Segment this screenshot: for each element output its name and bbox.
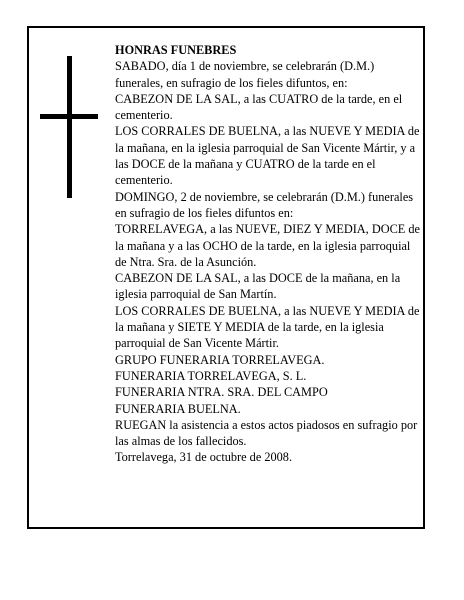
cross-vertical-bar: [67, 56, 72, 198]
funeral-home-buelna: FUNERARIA BUELNA.: [115, 401, 241, 416]
paragraph-sunday-intro: DOMINGO, 2 de noviembre, se celebrarán (D.M.) funerales en sufragio de los fieles difuntos en:: [115, 189, 414, 220]
cross-horizontal-bar: [40, 114, 98, 119]
latin-cross-icon: [40, 56, 98, 198]
paragraph-corrales-sunday: LOS CORRALES DE BUELNA, a las NUEVE Y MEDIA de la mañana y SIETE Y MEDIA de la tarde, en la iglesia parroquial de San Vicente Mártir.: [115, 303, 420, 351]
funeral-home-torrelavega: FUNERARIA TORRELAVEGA, S. L.: [115, 368, 307, 383]
paragraph-cabezon-saturday: CABEZON DE LA SAL, a las CUATRO de la tarde, en el cementerio.: [115, 91, 403, 123]
obituary-notice: [27, 26, 425, 529]
notice-title: HONRAS FUNEBRES: [115, 43, 237, 57]
notice-body: [115, 42, 420, 466]
paragraph-torrelavega-sunday: TORRELAVEGA, a las NUEVE, DIEZ Y MEDIA, DOCE de la mañana y a las OCHO de la tarde, en la iglesia parroquial de Ntra. Sra. de la Asunción.: [115, 222, 420, 269]
paragraph-saturday-intro: SABADO, día 1 de noviembre, se celebrarán (D.M.) funerales, en sufragio de los fieles difuntos, en:: [115, 59, 375, 90]
paragraph-cabezon-sunday: CABEZON DE LA SAL, a las DOCE de la mañana, en la iglesia parroquial de San Martín.: [115, 271, 401, 302]
place-date-line: Torrelavega, 31 de octubre de 2008.: [115, 450, 293, 465]
paragraph-corrales-saturday: LOS CORRALES DE BUELNA, a las NUEVE Y MEDIA de la mañana, en la iglesia parroquial de San Vicente Mártir, y a las DOCE de la mañana y CUATRO de la tarde en el cementerio.: [115, 124, 420, 188]
paragraph-request: RUEGAN la asistencia a estos actos piadosos en sufragio por las almas de los fallecidos.: [115, 417, 418, 449]
funeral-home-group: GRUPO FUNERARIA TORRELAVEGA.: [115, 352, 325, 367]
funeral-home-campo: FUNERARIA NTRA. SRA. DEL CAMPO: [115, 385, 328, 400]
